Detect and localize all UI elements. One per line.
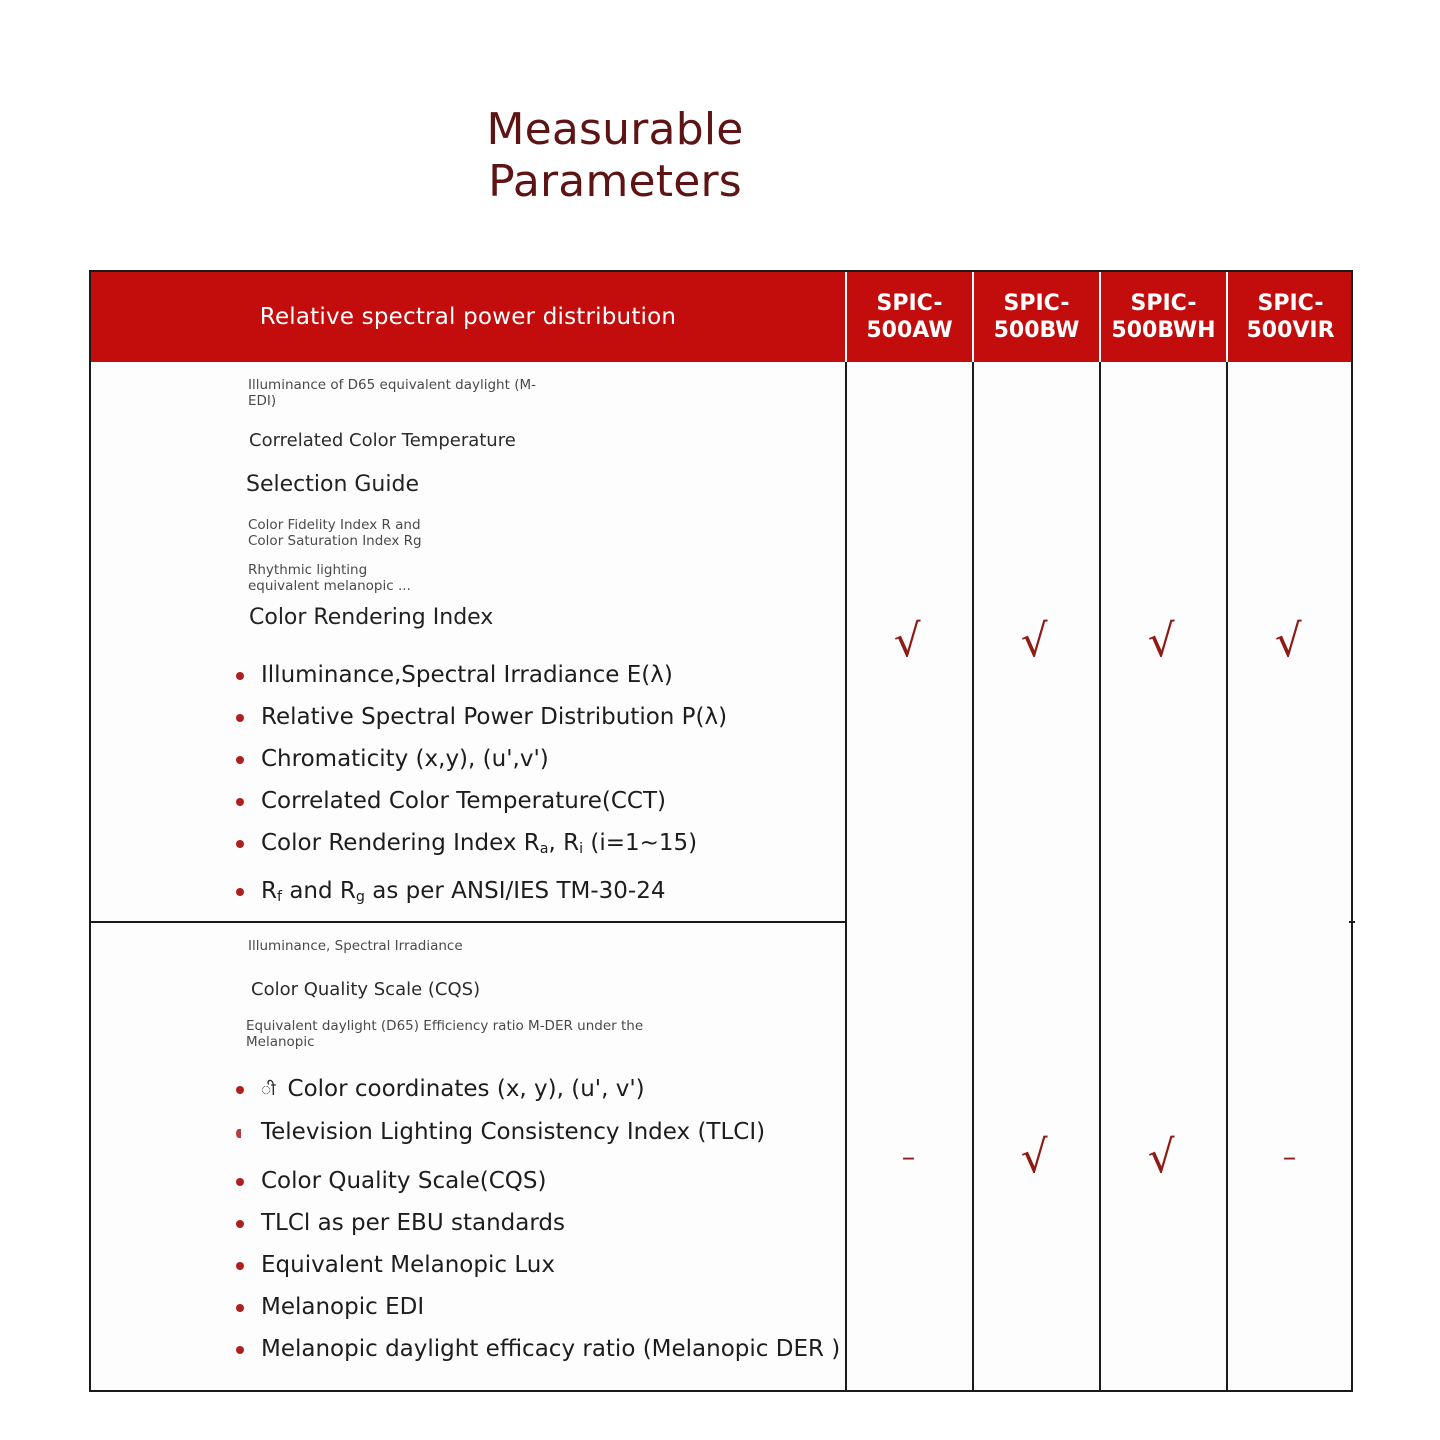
model-suffix: 500BWH xyxy=(1111,318,1216,343)
page-title-line-2: Parameters xyxy=(488,156,742,207)
list-item-color-rendering-index xyxy=(219,822,845,870)
row1-mark-spic-500vir xyxy=(1226,362,1353,921)
list-item xyxy=(219,1202,845,1244)
list-item xyxy=(219,1328,845,1370)
row1-micro-2-line1: Color Fidelity Index R and xyxy=(248,517,421,533)
list-item xyxy=(219,738,845,780)
row1-micro-2-line2: Color Saturation Index Rg xyxy=(248,533,422,549)
bullet-dot-icon xyxy=(236,714,244,722)
bullet-dot-icon xyxy=(236,1262,244,1270)
page-title-line-1: Measurable xyxy=(486,104,744,155)
bullet-dot-icon xyxy=(236,1304,244,1312)
bullet-dot-icon xyxy=(236,798,244,806)
model-suffix: 500BW xyxy=(993,318,1080,343)
list-item-label: Melanopic EDI xyxy=(261,1294,425,1320)
row1-micro-1-line2: EDI) xyxy=(248,393,277,409)
list-item xyxy=(219,654,845,696)
row1-mid-heading-selection-guide: Selection Guide xyxy=(246,472,419,497)
row2-bullet-list-lower xyxy=(219,1160,845,1370)
row1-bullet-list xyxy=(219,654,845,918)
table-body xyxy=(91,362,1351,1390)
check-icon: √ xyxy=(1146,614,1179,668)
table-header-col-spic-500aw xyxy=(845,272,972,362)
row2-mark-spic-500bwh xyxy=(1099,923,1226,1392)
model-suffix: 500AW xyxy=(866,318,953,343)
row-divider xyxy=(91,921,845,923)
bullet-dot-icon xyxy=(236,1178,244,1186)
page-title xyxy=(0,104,1230,208)
check-icon: √ xyxy=(892,614,925,668)
dash-icon: – xyxy=(901,1142,916,1173)
measurable-parameters-table xyxy=(89,270,1353,1392)
list-item xyxy=(219,1286,845,1328)
list-item xyxy=(219,1160,845,1202)
model-prefix: SPIC- xyxy=(1130,291,1197,316)
list-item-label: Color Quality Scale(CQS) xyxy=(261,1168,547,1194)
list-item-color-coordinates xyxy=(219,1068,845,1111)
rfrg-pre: R xyxy=(261,878,277,905)
model-prefix: SPIC- xyxy=(1003,291,1070,316)
row2-bullet-list-upper xyxy=(219,1068,845,1153)
cri-sub-i: i xyxy=(579,841,584,858)
cri-pre: Color Rendering Index R xyxy=(261,830,540,856)
cri-sub-a: a xyxy=(539,841,549,858)
row2-small-heading-cqs: Color Quality Scale (CQS) xyxy=(251,979,481,1000)
row1-small-heading-1: Correlated Color Temperature xyxy=(249,430,516,451)
list-item xyxy=(219,1244,845,1286)
bullet-dot-icon xyxy=(236,672,244,680)
cri-mid: , R xyxy=(548,830,580,856)
row2-micro-2-line1: Equivalent daylight (D65) Efficiency ratio M-DER under the xyxy=(246,1018,644,1034)
check-icon: √ xyxy=(1146,1130,1179,1184)
list-item xyxy=(219,780,845,822)
list-item xyxy=(219,696,845,738)
check-icon: √ xyxy=(1273,614,1306,668)
model-suffix: 500VIR xyxy=(1246,318,1335,343)
list-item-label: Correlated Color Temperature(CCT) xyxy=(261,788,667,814)
rfrg-sub-g: g xyxy=(355,889,365,906)
rfrg-mid: and R xyxy=(282,878,356,905)
bullet-dot-icon xyxy=(236,840,244,848)
list-item-label: Illuminance,Spectral Irradiance E(λ) xyxy=(261,662,673,688)
list-item-label: Relative Spectral Power Distribution P(λ) xyxy=(261,704,728,730)
bullet-dot-icon xyxy=(236,1220,244,1228)
row2-micro-2-line2: Melanopic xyxy=(246,1034,315,1050)
check-icon: √ xyxy=(1019,1130,1052,1184)
table-header-main-label: Relative spectral power distribution xyxy=(259,304,677,330)
rfrg-sub-f: f xyxy=(276,889,283,906)
table-header-col-spic-500vir xyxy=(1226,272,1353,362)
bullet-dot-icon-clipped xyxy=(236,1129,241,1138)
model-prefix: SPIC- xyxy=(876,291,943,316)
bullet-dot-icon xyxy=(236,1086,244,1094)
check-icon: √ xyxy=(1019,614,1052,668)
list-item-label: Chromaticity (x,y), (u',v') xyxy=(261,746,549,772)
table-header-col-spic-500bwh xyxy=(1099,272,1226,362)
bullet-dot-icon xyxy=(236,756,244,764)
row1-mid-heading-color-rendering-index: Color Rendering Index xyxy=(249,605,494,630)
list-item-label: Television Lighting Consistency Index (TLCI) xyxy=(261,1119,766,1145)
row1-mark-spic-500bw xyxy=(972,362,1099,921)
stray-diacritic-glyph: ी xyxy=(261,1080,276,1100)
cri-post: (i=1~15) xyxy=(583,830,698,856)
dash-icon: – xyxy=(1282,1142,1297,1173)
list-item-label xyxy=(261,830,697,856)
rfrg-post: as per ANSI/IES TM-30-24 xyxy=(364,878,666,905)
row1-mark-spic-500bwh xyxy=(1099,362,1226,921)
row1-micro-3-line2: equivalent melanopic ... xyxy=(248,578,411,594)
bullet-dot-icon xyxy=(236,1346,244,1354)
row1-micro-3-line1: Rhythmic lighting xyxy=(248,562,368,578)
row1-mark-spic-500aw xyxy=(845,362,972,921)
list-item-label: Melanopic daylight efficacy ratio (Melanopic DER ) xyxy=(261,1336,841,1362)
row1-micro-1-line1: Illuminance of D65 equivalent daylight (M- xyxy=(248,377,536,393)
list-item-tlci xyxy=(219,1111,845,1153)
table-header-row xyxy=(91,272,1351,362)
list-item-label xyxy=(261,878,665,904)
row2-mark-spic-500bw xyxy=(972,923,1099,1392)
list-item-label: Color coordinates (x, y), (u', v') xyxy=(287,1076,645,1102)
list-item-label: TLCl as per EBU standards xyxy=(261,1210,565,1236)
table-header-col-spic-500bw xyxy=(972,272,1099,362)
model-prefix: SPIC- xyxy=(1257,291,1324,316)
row2-micro-1: Illuminance, Spectral Irradiance xyxy=(248,938,463,954)
row2-mark-spic-500aw xyxy=(845,923,972,1392)
list-item-label: Equivalent Melanopic Lux xyxy=(261,1252,555,1278)
list-item-rf-rg xyxy=(219,870,845,918)
bullet-dot-icon xyxy=(236,888,244,896)
row2-mark-spic-500vir xyxy=(1226,923,1353,1392)
